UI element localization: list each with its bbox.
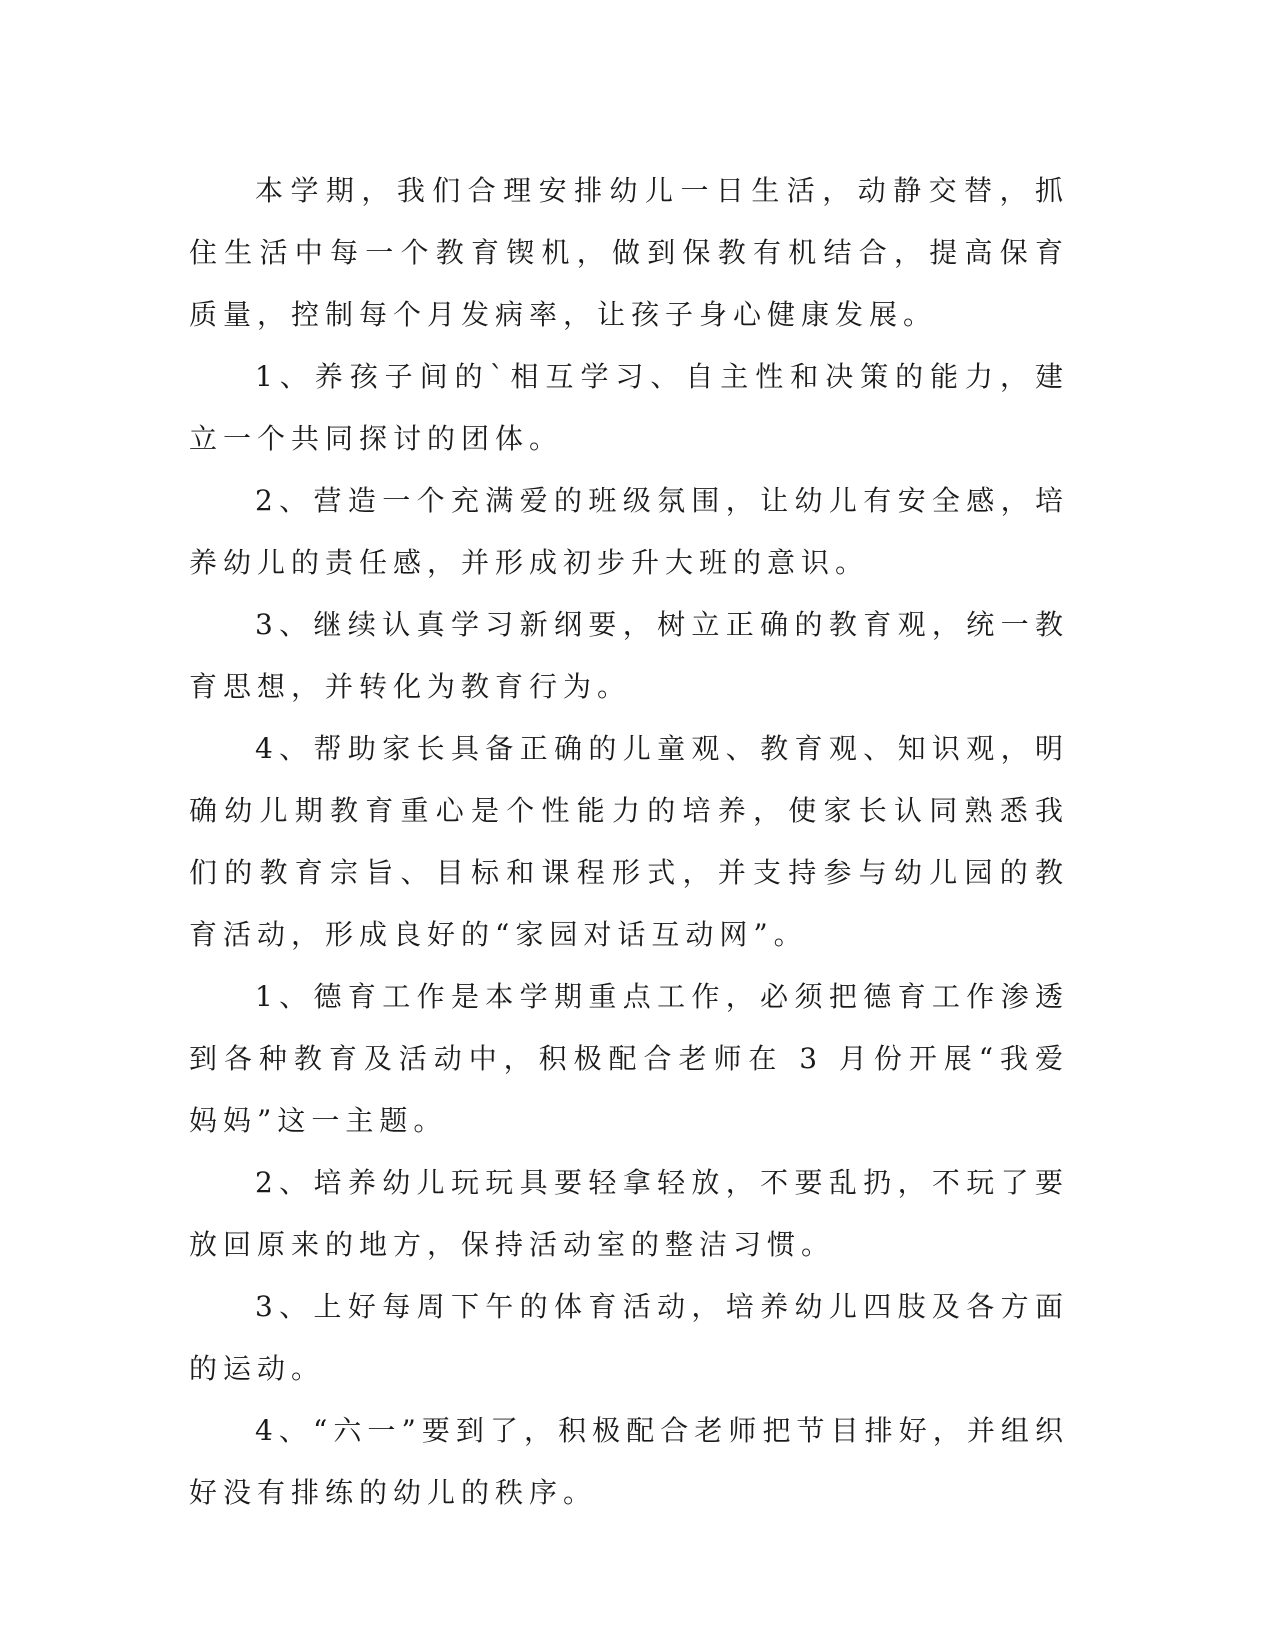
- paragraph-task-1: 1、德育工作是本学期重点工作，必须把德育工作渗透到各种教育及活动中，积极配合老师在 3 月份开展“我爱妈妈”这一主题。: [189, 980, 1069, 1137]
- paragraph-intro: 本学期，我们合理安排幼儿一日生活，动静交替，抓住生活中每一个教育锲机，做到保教有机结合，提高保育质量，控制每个月发病率，让孩子身心健康发展。: [189, 174, 1069, 331]
- paragraph-task-4: 4、“六一”要到了，积极配合老师把节目排好，并组织好没有排练的幼儿的秩序。: [189, 1414, 1069, 1509]
- paragraph-goal-2: 2、营造一个充满爱的班级氛围，让幼儿有安全感，培养幼儿的责任感，并形成初步升大班的意识。: [189, 484, 1069, 579]
- paragraph-goal-1: 1、养孩子间的`相互学习、自主性和决策的能力，建立一个共同探讨的团体。: [189, 360, 1069, 455]
- paragraph-goal-3: 3、继续认真学习新纲要，树立正确的教育观，统一教育思想，并转化为教育行为。: [189, 608, 1069, 703]
- paragraph-task-2: 2、培养幼儿玩玩具要轻拿轻放，不要乱扔，不玩了要放回原来的地方，保持活动室的整洁习惯。: [189, 1166, 1069, 1261]
- document-body: [189, 160, 1069, 1524]
- paragraph-goal-4: 4、帮助家长具备正确的儿童观、教育观、知识观，明确幼儿期教育重心是个性能力的培养，使家长认同熟悉我们的教育宗旨、目标和课程形式，并支持参与幼儿园的教育活动，形成良好的“家园对话互动网”。: [189, 732, 1069, 951]
- paragraph-task-3: 3、上好每周下午的体育活动，培养幼儿四肢及各方面的运动。: [189, 1290, 1069, 1385]
